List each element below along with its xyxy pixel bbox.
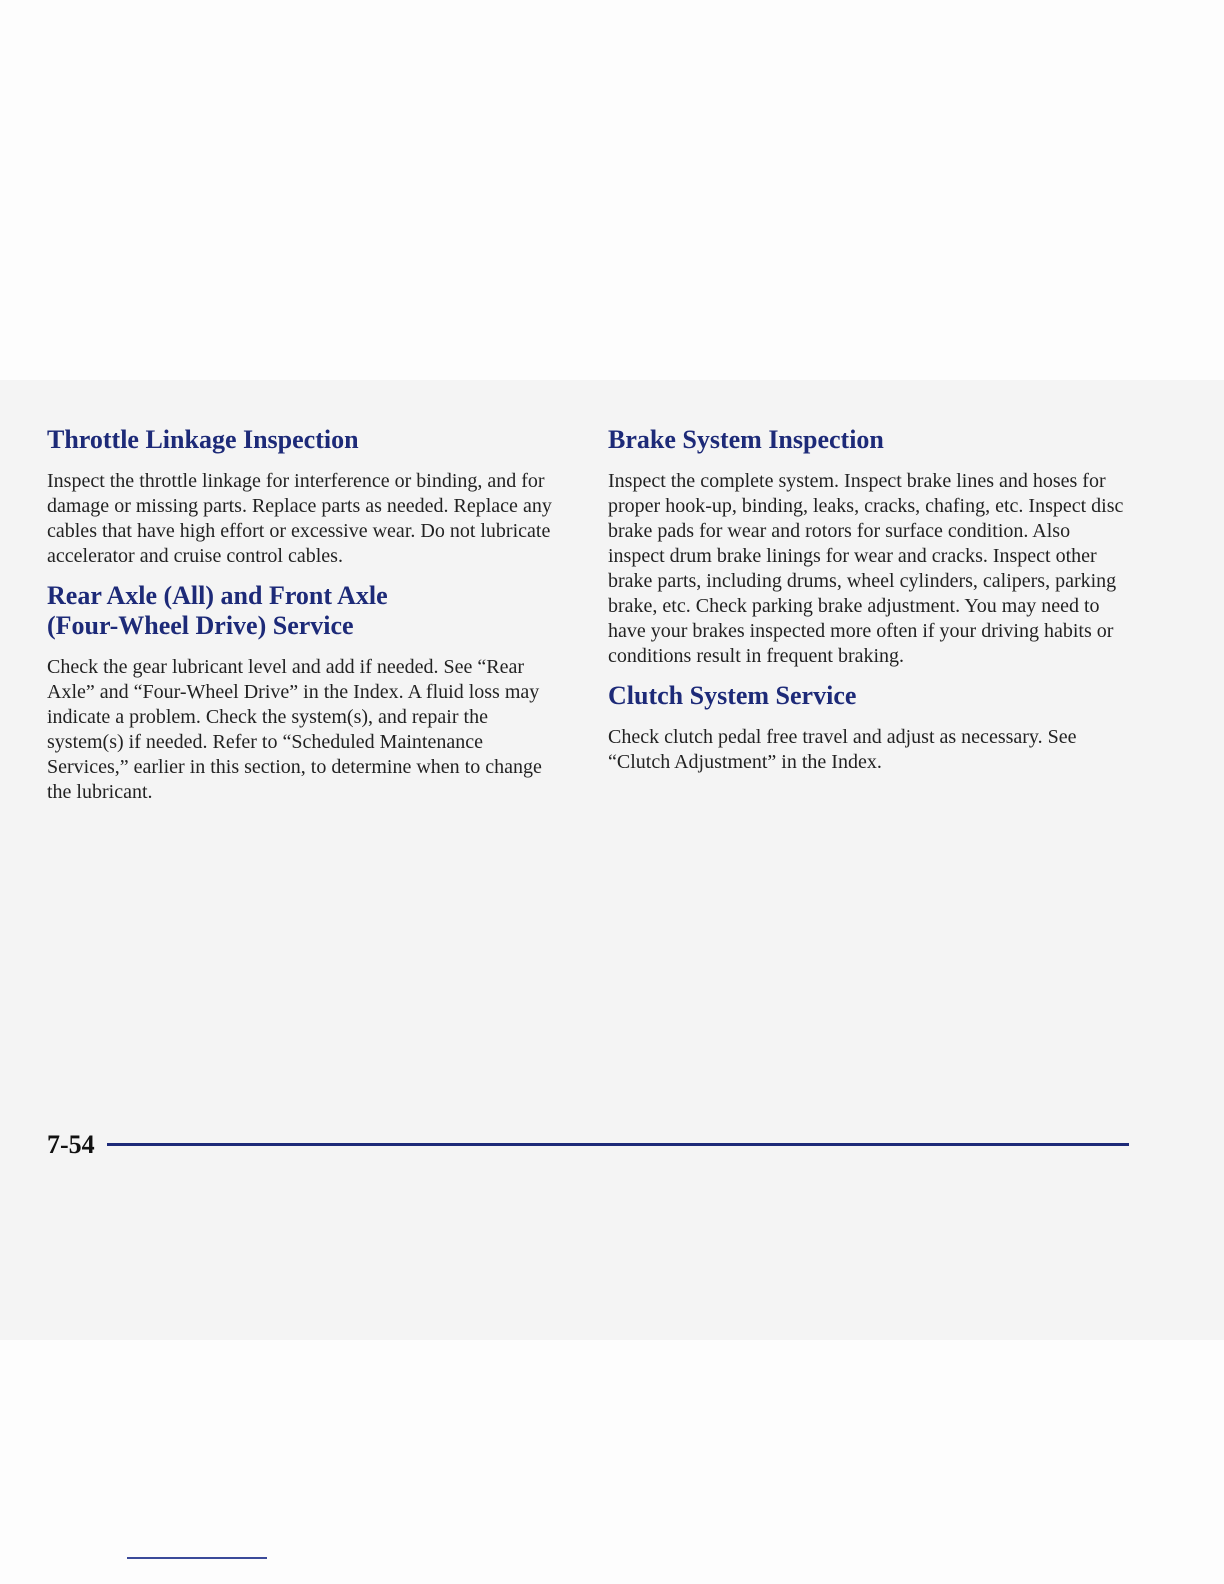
brake-system-section bbox=[608, 425, 1128, 669]
bottom-mark bbox=[127, 1557, 267, 1559]
brake-system-heading: Brake System Inspection bbox=[608, 425, 884, 454]
axle-heading-line2: (Four-Wheel Drive) Service bbox=[47, 611, 354, 640]
axle-service-section bbox=[47, 581, 567, 805]
clutch-system-section bbox=[608, 681, 1128, 775]
clutch-system-body: Check clutch pedal free travel and adjust as necessary. See “Clutch Adjustment” in the Index. bbox=[608, 726, 1077, 773]
throttle-linkage-section bbox=[47, 425, 567, 569]
axle-service-body: Check the gear lubricant level and add if needed. See “Rear Axle” and “Four-Wheel Drive” in the Index. A fluid loss may indicate a problem. Check the system(s), and repair the system(s) if needed. Refer to “Scheduled Maintenance Services,” earlier in this section, to determine when to change the lubricant. bbox=[47, 656, 542, 803]
brake-system-body: Inspect the complete system. Inspect brake lines and hoses for proper hook-up, binding, leaks, cracks, chafing, etc. Inspect disc brake pads for wear and rotors for surface condition. Also inspect drum brake linings for wear and cracks. Inspect other brake parts, including drums, wheel cylinders, calipers, parking brake, etc. Check parking brake adjustment. You may need to have your brakes inspected more often if your driving habits or conditions result in frequent braking. bbox=[608, 470, 1124, 667]
throttle-linkage-heading: Throttle Linkage Inspection bbox=[47, 425, 359, 454]
axle-service-heading bbox=[47, 581, 567, 641]
footer-rule bbox=[107, 1143, 1129, 1146]
page-footer bbox=[47, 1130, 1129, 1160]
axle-heading-line1: Rear Axle (All) and Front Axle bbox=[47, 581, 388, 610]
page-number: 7-54 bbox=[47, 1130, 95, 1159]
throttle-linkage-body: Inspect the throttle linkage for interference or binding, and for damage or missing parts. Replace parts as needed. Replace any cables that have high effort or excessive wear. Do not lubricate accelerator and cruise control cables. bbox=[47, 470, 552, 567]
right-column bbox=[608, 425, 1128, 787]
left-column bbox=[47, 425, 567, 817]
clutch-system-heading: Clutch System Service bbox=[608, 681, 857, 710]
